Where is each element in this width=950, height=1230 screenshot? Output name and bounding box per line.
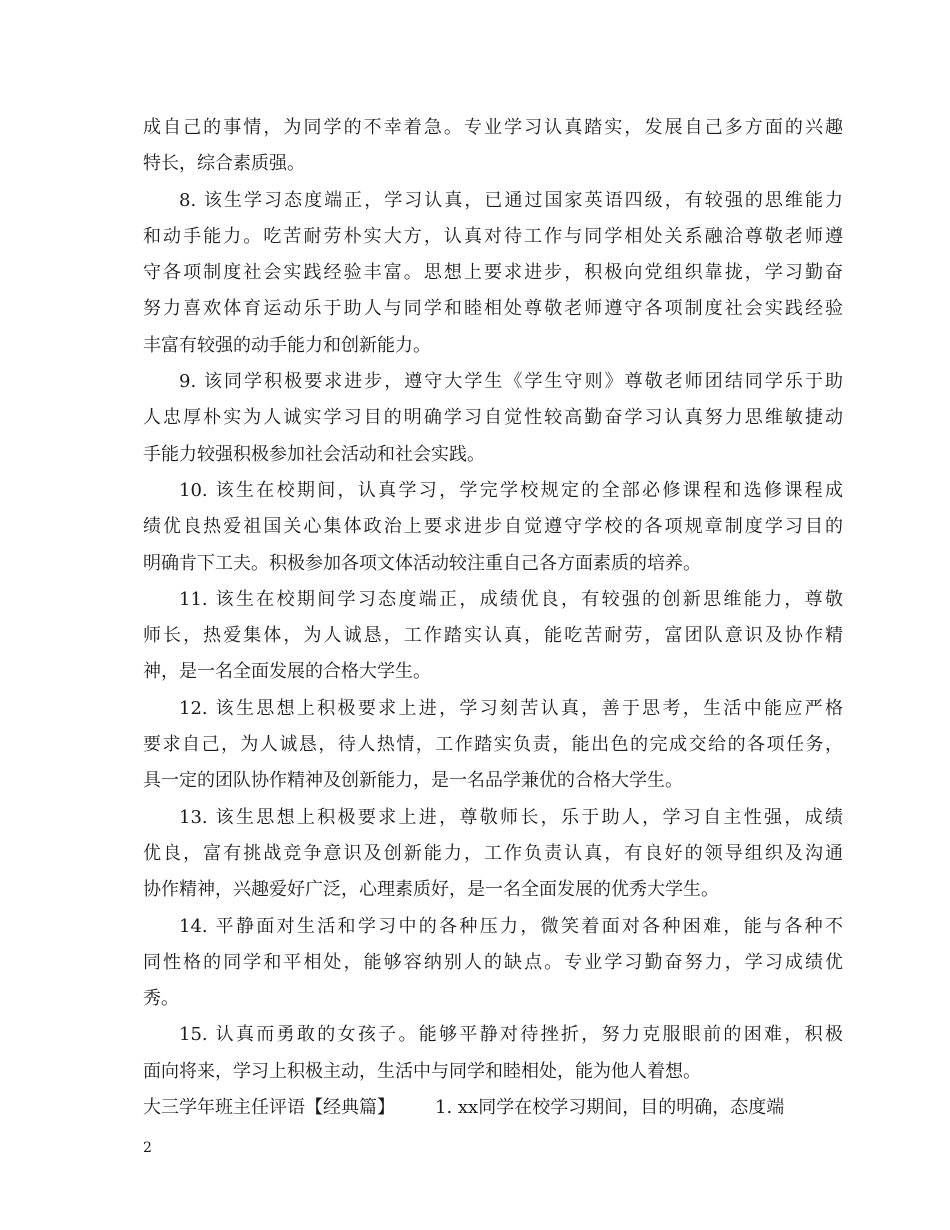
paragraph-13-line: 13. 该生思想上积极要求上进，尊敬师长，乐于助人，学习自主性强，成绩	[179, 806, 843, 828]
text-line: 具一定的团队协作精神及创新能力，是一名品学兼优的合格大学生。	[143, 770, 683, 792]
text-line: 面向将来，学习上积极主动，生活中与同学和睦相处，能为他人着想。	[143, 1060, 701, 1082]
text-line: 优良，富有挑战竞争意识及创新能力，工作负责认真，有良好的领导组织及沟通	[143, 842, 843, 864]
text-line: 要求自己，为人诚恳，待人热情，工作踏实负责，能出色的完成交给的各项任务，	[143, 734, 843, 756]
section-first-item: 1. xx同学在校学习期间，目的明确，态度端	[435, 1097, 785, 1119]
text-line: 秀。	[143, 988, 179, 1010]
text-line: 绩优良热爱祖国关心集体政治上要求进步自觉遵守学校的各项规章制度学习目的	[143, 516, 843, 538]
text-line: 成自己的事情，为同学的不幸着急。专业学习认真踏实，发展自己多方面的兴趣	[143, 117, 843, 138]
text-line: 同性格的同学和平相处，能够容纳别人的缺点。专业学习勤奋努力，学习成绩优	[143, 951, 843, 973]
page-number: 2	[143, 1140, 152, 1156]
section-heading: 大三学年班主任评语【经典篇】	[143, 1097, 395, 1119]
text-line: 神，是一名全面发展的合格大学生。	[143, 661, 431, 683]
text-line: 努力喜欢体育运动乐于助人与同学和睦相处尊敬老师遵守各项制度社会实践经验	[143, 298, 843, 320]
paragraph-8-line: 8. 该生学习态度端正，学习认真，已通过国家英语四级，有较强的思维能力	[179, 189, 843, 211]
text-line: 明确肯下工夫。积极参加各项文体活动较注重自己各方面素质的培养。	[143, 552, 701, 574]
text-line: 守各项制度社会实践经验丰富。思想上要求进步，积极向党组织靠拢，学习勤奋	[143, 262, 843, 284]
document-body	[143, 110, 843, 1126]
paragraph-12-line: 12. 该生思想上积极要求上进，学习刻苦认真，善于思考，生活中能应严格	[179, 697, 843, 719]
text-line: 协作精神，兴趣爱好广泛，心理素质好，是一名全面发展的优秀大学生。	[143, 879, 719, 901]
text-line: 丰富有较强的动手能力和创新能力。	[143, 334, 431, 356]
paragraph-11-line: 11. 该生在校期间学习态度端正，成绩优良，有较强的创新思维能力，尊敬	[179, 588, 843, 610]
text-line: 师长，热爱集体，为人诚恳，工作踏实认真，能吃苦耐劳，富团队意识及协作精	[143, 625, 843, 647]
text-line: 特长，综合素质强。	[143, 153, 305, 175]
paragraph-14-line: 14. 平静面对生活和学习中的各种压力，微笑着面对各种困难，能与各种不	[179, 915, 843, 937]
text-line: 和动手能力。吃苦耐劳朴实大方，认真对待工作与同学相处关系融洽尊敬老师遵	[143, 225, 843, 247]
text-line: 人忠厚朴实为人诚实学习目的明确学习自觉性较高勤奋学习认真努力思维敏捷动	[143, 407, 843, 429]
paragraph-15-line: 15. 认真而勇敢的女孩子。能够平静对待挫折，努力克服眼前的困难，积极	[179, 1024, 843, 1046]
paragraph-10-line: 10. 该生在校期间，认真学习，学完学校规定的全部必修课程和选修课程成	[179, 479, 843, 501]
paragraph-9-line: 9. 该同学积极要求进步，遵守大学生《学生守则》尊敬老师团结同学乐于助	[179, 371, 843, 393]
text-line: 手能力较强积极参加社会活动和社会实践。	[143, 443, 485, 465]
section-heading-line	[143, 1090, 843, 1126]
